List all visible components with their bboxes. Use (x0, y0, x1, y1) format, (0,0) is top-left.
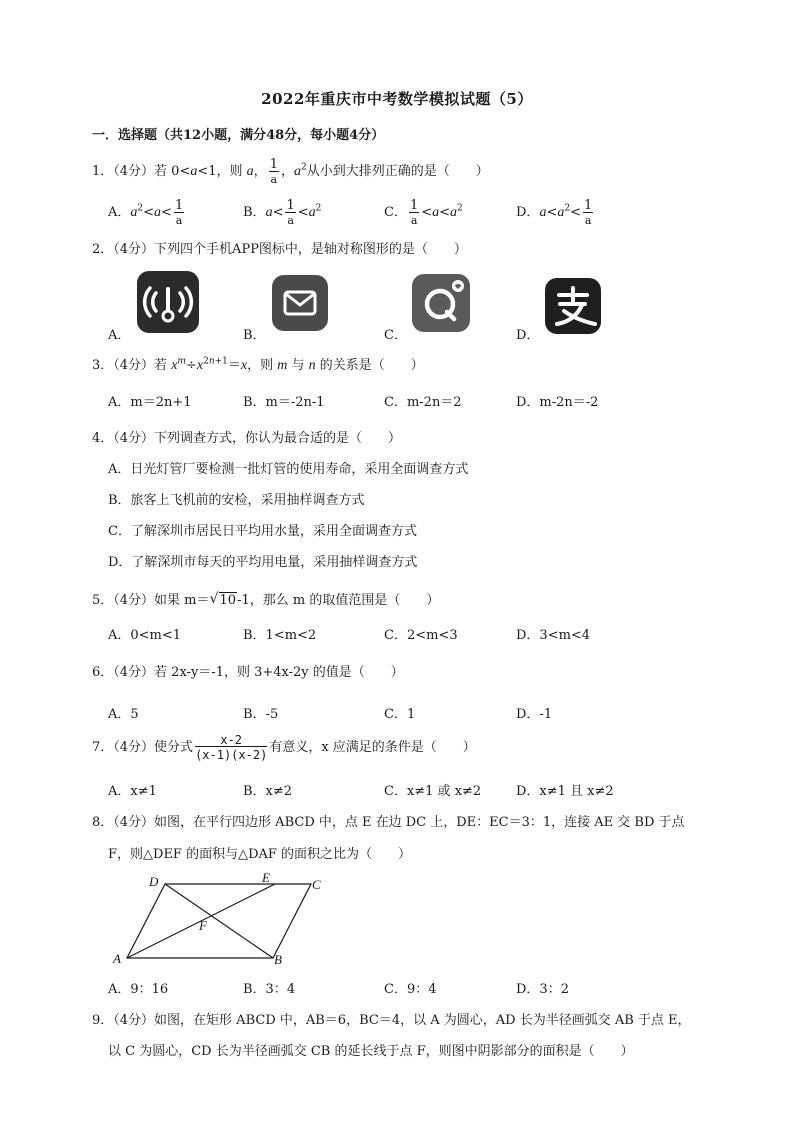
question-text-line1: （4分）如图，在平行四边形 ABCD 中，点 E 在边 DC 上，DE：EC＝3：1，连接 AE 交 BD 于点 (113, 815, 685, 830)
point-label-d: D (149, 874, 159, 889)
point-label-a: A (113, 951, 121, 966)
fraction-1-over-a: $\frac{1}{a}$ (269, 157, 278, 186)
q1-option-d[interactable]: D．$a<a^2<$ $\frac{1}{a}$ (516, 198, 593, 227)
q6-option-a[interactable]: A．5 (108, 707, 139, 722)
question-5: 5．（4分）如果 m＝ √ 10-1，那么 m 的取值范围是（ ） (92, 591, 440, 608)
question-1: 1．（4分）若 0<a<1，则 a， $\frac{1}{a}$ ，$a^2$从小到大排列正确的是（ ） (92, 157, 489, 186)
q7-option-c[interactable]: C．x≠1 或 x≠2 (384, 784, 482, 799)
point-label-e: E (262, 870, 270, 885)
question-6: 6．（4分）若 2x-y＝-1，则 3+4x-2y 的值是（ ） (92, 665, 404, 680)
mail-icon[interactable] (272, 275, 328, 331)
fraction-expression: $\frac{x-2}{(x-1)(x-2)}$ (195, 733, 268, 762)
question-text-mid: <1，则 (197, 164, 243, 179)
question-text: （4分）下列调查方式，你认为最合适的是（ ） (113, 431, 402, 446)
alipay-icon[interactable] (545, 278, 601, 334)
q2-option-a-label[interactable]: A． (108, 328, 131, 343)
var-a: a (190, 164, 198, 179)
q2-option-d-label[interactable]: D． (516, 328, 540, 343)
question-text-post: 从小到大排列正确的是（ ） (306, 164, 489, 179)
question-text-line1: （4分）如图，在矩形 ABCD 中，AB＝6，BC＝4，以 A 为圆心，AD 长为半径画弧交 AB 于点 E， (113, 1013, 691, 1028)
square-root: √ 10 (209, 591, 237, 608)
q4-option-c[interactable]: C．了解深圳市居民日平均用水量，采用全面调查方式 (108, 524, 417, 539)
q3-option-a[interactable]: A．m＝2n+1 (108, 395, 192, 410)
question-text: （4分）若 2x-y＝-1，则 3+4x-2y 的值是（ ） (113, 665, 404, 680)
question-text: （4分）下列四个手机APP图标中，是轴对称图形的是（ ） (113, 242, 467, 257)
q5-option-c[interactable]: C．2<m<3 (384, 628, 458, 643)
question-9: 9．（4分）如图，在矩形 ABCD 中，AB＝6，BC＝4，以 A 为圆心，AD 长为半径画弧交 AB 于点 E， (92, 1013, 691, 1028)
q7-option-b[interactable]: B．x≠2 (243, 784, 293, 799)
q6-option-b[interactable]: B．-5 (243, 707, 279, 722)
q7-option-d[interactable]: D．x≠1 且 x≠2 (516, 784, 614, 799)
search-chat-icon[interactable] (412, 274, 470, 332)
q1-option-c[interactable]: C． $\frac{1}{a}$ $<a<a^2$ (384, 198, 463, 227)
q3-option-b[interactable]: B．m＝-2n-1 (243, 395, 325, 410)
q2-option-c-label[interactable]: C． (384, 328, 407, 343)
q6-option-d[interactable]: D．-1 (516, 707, 553, 722)
q3-option-d[interactable]: D．m-2n＝-2 (516, 395, 599, 410)
q5-option-b[interactable]: B．1<m<2 (243, 628, 317, 643)
q5-option-a[interactable]: A．0<m<1 (108, 628, 182, 643)
q7-option-a[interactable]: A．x≠1 (108, 784, 157, 799)
q8-option-d[interactable]: D．3：2 (516, 982, 569, 997)
q2-option-b-label[interactable]: B． (243, 328, 266, 343)
point-label-c: C (312, 877, 321, 892)
parallelogram-figure (105, 868, 335, 968)
q6-option-c[interactable]: C．1 (384, 707, 416, 722)
question-2: 2．（4分）下列四个手机APP图标中，是轴对称图形的是（ ） (92, 242, 467, 257)
question-3: 3．（4分）若 $x^m\div x^{2n+1}=x$，则 m 与 n 的关系是（ ） (92, 356, 424, 373)
question-7: 7．（4分）使分式 $\frac{x-2}{(x-1)(x-2)}$ 有意义，x 应满足的条件是（ ） (92, 733, 476, 762)
q4-option-a[interactable]: A．日光灯管厂要检测一批灯管的使用寿命，采用全面调查方式 (108, 462, 469, 477)
section-heading: 一．选择题（共12小题，满分48分，每小题4分） (92, 128, 385, 143)
point-label-f: F (199, 918, 207, 933)
q4-option-d[interactable]: D．了解深圳市每天的平均用电量，采用抽样调查方式 (108, 555, 418, 570)
q1-option-a[interactable]: A．$a^2<a<$ $\frac{1}{a}$ (108, 198, 184, 227)
question-text-pre: （4分）若 0< (113, 164, 191, 179)
q8-option-a[interactable]: A．9：16 (108, 982, 169, 997)
q8-option-b[interactable]: B．3：4 (243, 982, 296, 997)
point-label-b: B (274, 952, 282, 967)
q1-option-b[interactable]: B．a< $\frac{1}{a}$ $<a^2$ (243, 198, 322, 227)
question-8: 8．（4分）如图，在平行四边形 ABCD 中，点 E 在边 DC 上，DE：EC＝3：1，连接 AE 交 BD 于点 (92, 815, 685, 830)
q5-option-d[interactable]: D．3<m<4 (516, 628, 591, 643)
q8-option-c[interactable]: C．9：4 (384, 982, 437, 997)
page-title: 2022年重庆市中考数学模拟试题（5） (261, 90, 533, 108)
question-9-line2: 以 C 为圆心，CD 长为半径画弧交 CB 的延长线于点 F，则图中阴影部分的面积是（ ） (108, 1044, 634, 1059)
question-4: 4．（4分）下列调查方式，你认为最合适的是（ ） (92, 431, 402, 446)
wifi-key-icon[interactable] (137, 271, 199, 333)
question-number: 1． (92, 164, 114, 179)
q3-option-c[interactable]: C．m-2n＝2 (384, 395, 462, 410)
question-8-line2: F，则△DEF 的面积与△DAF 的面积之比为（ ） (108, 847, 412, 862)
q4-option-b[interactable]: B．旅客上飞机前的安检，采用抽样调查方式 (108, 493, 365, 508)
